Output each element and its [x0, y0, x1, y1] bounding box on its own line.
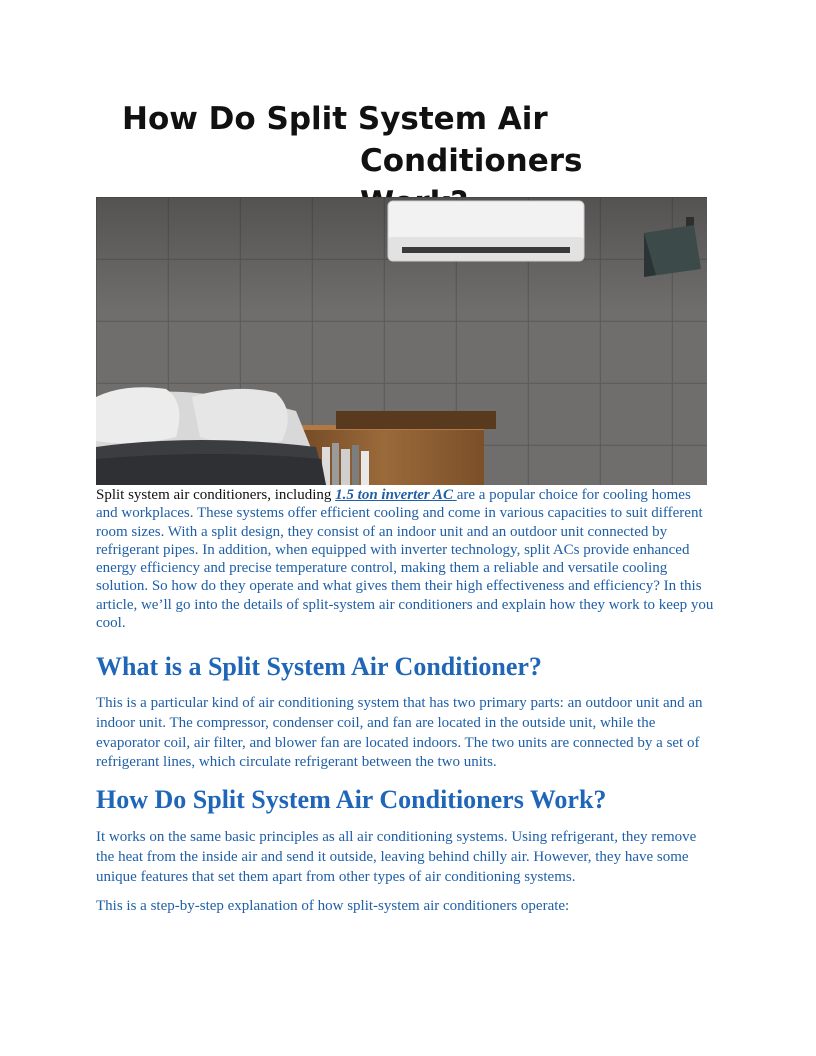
inverter-ac-link[interactable]: 1.5 ton inverter AC — [335, 487, 457, 503]
section-paragraph: It works on the same basic principles as all air conditioning systems. Using refrigerant, they remove the heat from the inside air and send it outside, leaving behind chilly air. However, they have some unique features that set them apart from other types of air conditioning systems. — [96, 828, 697, 885]
section-heading-how-work: How Do Split System Air Conditioners Work? — [96, 784, 607, 814]
hero-image — [96, 197, 707, 485]
intro-lead: Split system air conditioners, including — [96, 487, 336, 503]
intro-paragraph — [96, 486, 716, 632]
title-line: Conditioners — [360, 143, 583, 179]
page-title — [122, 98, 642, 198]
section-paragraph: This is a step-by-step explanation of how split-system air conditioners operate: — [96, 897, 570, 914]
section-heading-what-is: What is a Split System Air Conditioner? — [96, 652, 542, 682]
intro-body: are a popular choice for cooling homes and workplaces. These systems offer efficient cooling and come in various capacities to suit different room sizes. With a split design, they consist of an indoor unit and an outdoor unit connected by refrigerant pipes. In addition, when equipped with inverter technology, split ACs provide enhanced energy efficiency and precise temperature control, making them a reliable and versatile cooling solution. So how do they operate and what gives them their high effectiveness and efficiency? In this article, we’ll go into the details of split-system air conditioners and explain how they work to keep you cool. — [96, 487, 714, 632]
title-line: How Do Split System Air — [122, 101, 548, 137]
section-paragraph: This is a particular kind of air conditioning system that has two primary parts: an outdoor unit and an indoor unit. The compressor, condenser coil, and fan are located in the outside unit, while the evaporator coil, air filter, and blower fan are located indoors. The two units are connected by a set of refrigerant lines, which circulate refrigerant between the two units. — [96, 695, 703, 771]
air-conditioner-unit — [388, 201, 584, 261]
hero-illustration — [96, 197, 707, 485]
article-body — [96, 486, 716, 915]
